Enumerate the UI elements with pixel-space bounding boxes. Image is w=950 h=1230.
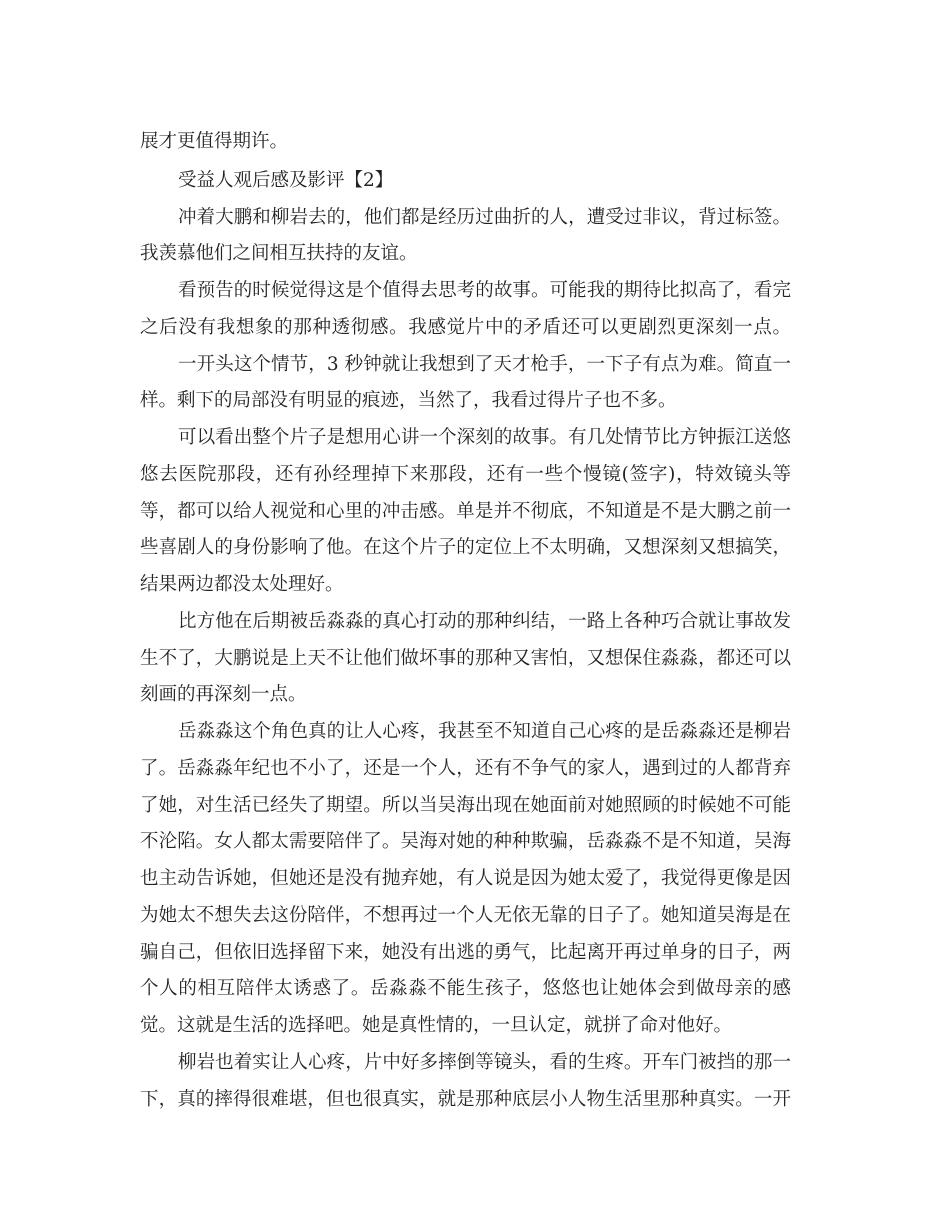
text-line: 骗自己，但依旧选择留下来，她没有出逃的勇气，比起离开再过单身的日子，两: [140, 942, 791, 963]
text-line: 刻画的再深刻一点。: [140, 684, 307, 705]
text-line: 也主动告诉她，但她还是没有抛弃她，有人说是因为她太爱了，我觉得更像是因: [140, 868, 791, 889]
text-line: 比方他在后期被岳淼淼的真心打动的那种纠结，一路上各种巧合就让事故发: [178, 611, 791, 632]
text-line: 样。剩下的局部没有明显的痕迹，当然了，我看过得片子也不多。: [140, 390, 677, 411]
text-line: 了她，对生活已经失了期望。所以当吴海出现在她面前对她照顾的时候她不可能: [140, 795, 791, 816]
text-line: 等，都可以给人视觉和心里的冲击感。单是并不彻底，不知道是不是大鹏之前一: [140, 501, 791, 522]
text-line: 我羡慕他们之间相互扶持的友谊。: [140, 243, 418, 264]
text-line: 可以看出整个片子是想用心讲一个深刻的故事。有几处情节比方钟振江送悠: [178, 427, 791, 448]
text-line: 下，真的摔得很难堪，但也很真实，就是那种底层小人物生活里那种真实。一开: [140, 1089, 791, 1110]
text-line: 了。岳淼淼年纪也不小了，还是一个人，还有不争气的家人，遇到过的人都背弃: [140, 758, 791, 779]
text-line: 冲着大鹏和柳岩去的，他们都是经历过曲折的人，遭受过非议，背过标签。: [178, 207, 791, 228]
text-line: 不沦陷。女人都太需要陪伴了。吴海对她的种种欺骗，岳淼淼不是不知道，吴海: [140, 831, 791, 852]
text-line: 柳岩也着实让人心疼，片中好多摔倒等镜头，看的生疼。开车门被挡的那一: [178, 1052, 791, 1073]
text-line: 生不了，大鹏说是上天不让他们做坏事的那种又害怕，又想保住淼淼，都还可以: [140, 648, 791, 669]
section-heading: 受益人观后感及影评【2】: [178, 170, 394, 191]
text-line: 个人的相互陪伴太诱惑了。岳淼淼不能生孩子，悠悠也让她体会到做母亲的感: [140, 978, 791, 999]
text-line: 一开头这个情节，3 秒钟就让我想到了天才枪手，一下子有点为难。简直一: [178, 354, 791, 375]
text-line: 结果两边都没太处理好。: [140, 574, 344, 595]
text-line: 展才更值得期许。: [140, 131, 289, 152]
text-line: 岳淼淼这个角色真的让人心疼，我甚至不知道自己心疼的是岳淼淼还是柳岩: [178, 721, 791, 742]
text-line: 看预告的时候觉得这是个值得去思考的故事。可能我的期待比拟高了，看完: [178, 280, 791, 301]
text-line: 觉。这就是生活的选择吧。她是真性情的，一旦认定，就拼了命对他好。: [140, 1015, 733, 1036]
text-line: 些喜剧人的身份影响了他。在这个片子的定位上不太明确，又想深刻又想搞笑，: [140, 537, 791, 558]
text-line: 悠去医院那段，还有孙经理掉下来那段，还有一些个慢镜(签字)，特效镜头等: [140, 464, 791, 485]
text-line: 之后没有我想象的那种透彻感。我感觉片中的矛盾还可以更剧烈更深刻一点。: [140, 317, 791, 338]
text-line: 为她太不想失去这份陪伴，不想再过一个人无依无靠的日子了。她知道吴海是在: [140, 905, 791, 926]
